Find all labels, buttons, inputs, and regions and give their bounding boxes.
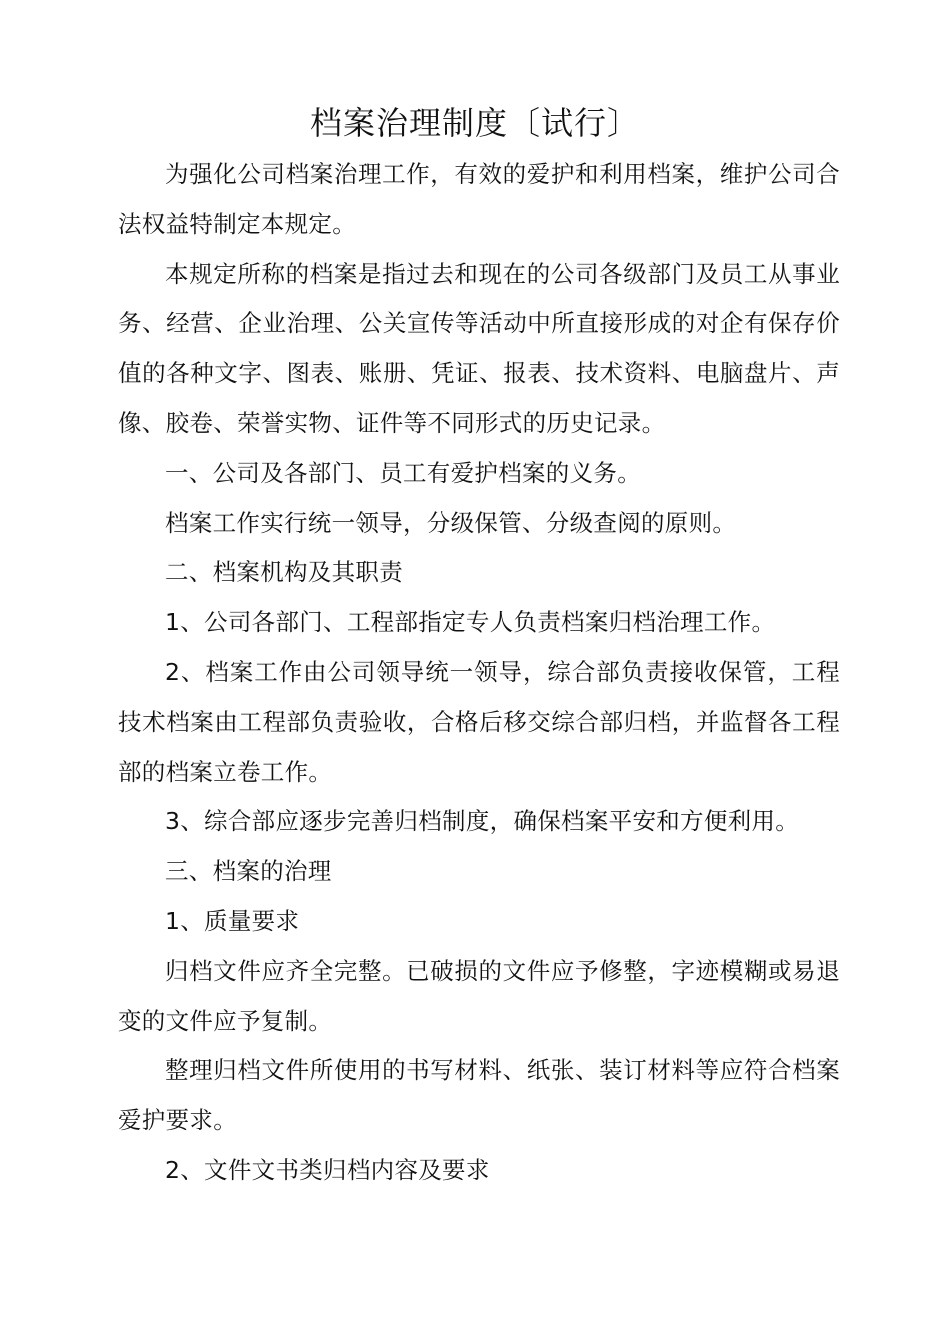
paragraph-item-2-3: 3、综合部应逐步完善归档制度，确保档案平安和方便利用。 — [165, 807, 800, 836]
paragraph-section-2: 二、档案机构及其职责 — [165, 558, 403, 587]
paragraph-item-3-2: 2、文件文书类归档内容及要求 — [165, 1155, 490, 1184]
paragraph-section-3: 三、档案的治理 — [165, 857, 332, 886]
paragraph-quality-1: 归档文件应齐全完整。已破损的文件应予修整，字迹模糊或易退变的文件应予复制。 — [118, 956, 840, 1035]
paragraph-item-2-2: 2、档案工作由公司领导统一领导，综合部负责接收保管，工程技术档案由工程部负责验收，合格后移交综合部归档，并监督各工程部的档案立卷工作。 — [118, 657, 840, 786]
document-body — [118, 150, 840, 1196]
paragraph-principle: 档案工作实行统一领导，分级保管、分级查阅的原则。 — [165, 508, 737, 537]
paragraph-definition: 本规定所称的档案是指过去和现在的公司各级部门及员工从事业务、经营、企业治理、公关宣传等活动中所直接形成的对企有保存价值的各种文字、图表、账册、凭证、报表、技术资料、电脑盘片、声像、胶卷、荣誉实物、证件等不同形式的历史记录。 — [118, 259, 840, 437]
paragraph-intro: 为强化公司档案治理工作，有效的爱护和利用档案，维护公司合法权益特制定本规定。 — [118, 160, 840, 238]
document-title: 档案治理制度〔试行〕 — [309, 104, 640, 142]
paragraph-item-2-1: 1、公司各部门、工程部指定专人负责档案归档治理工作。 — [165, 608, 776, 637]
paragraph-quality-2: 整理归档文件所使用的书写材料、纸张、装订材料等应符合档案爱护要求。 — [118, 1056, 840, 1135]
paragraph-item-3-1: 1、质量要求 — [165, 906, 300, 935]
paragraph-section-1: 一、公司及各部门、员工有爱护档案的义务。 — [165, 458, 641, 487]
